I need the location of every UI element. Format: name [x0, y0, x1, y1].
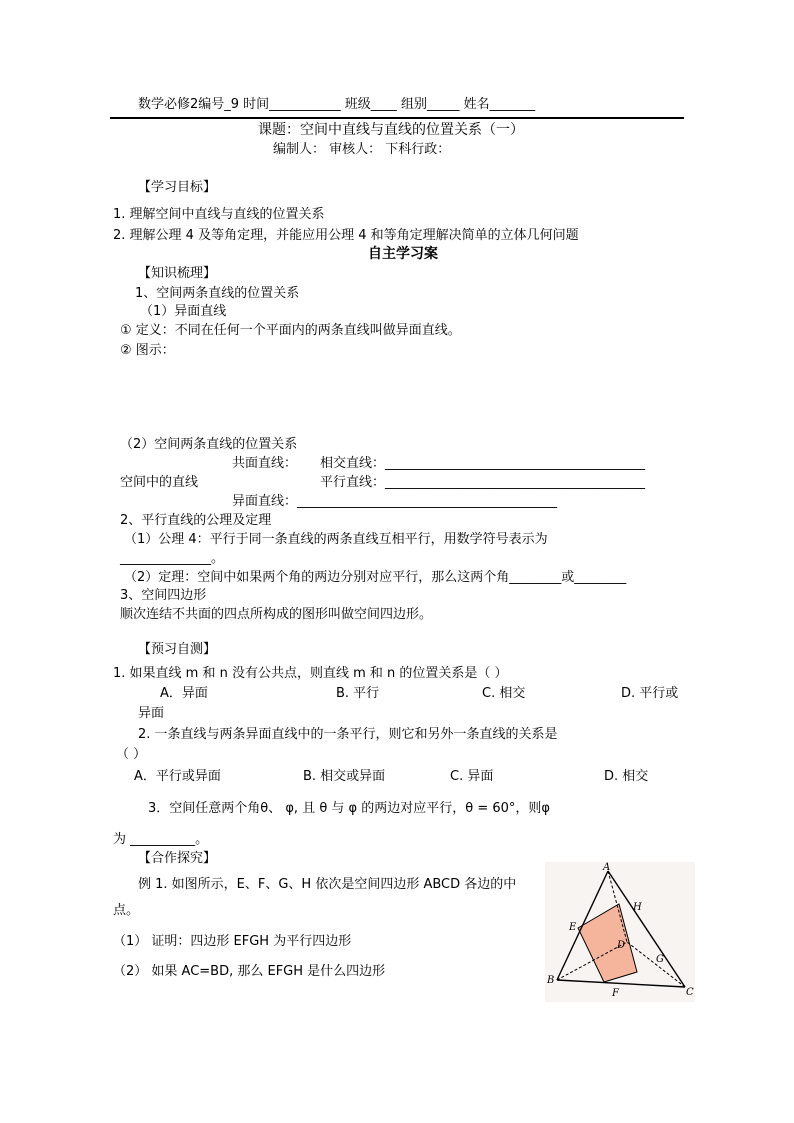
question-1: 1. 如果直线 m 和 n 没有公共点，则直线 m 和 n 的位置关系是（ ）	[113, 666, 508, 681]
header-line: 数学必修2编号_9 时间___________ 班级____ 组别_____ 姓名_______	[138, 97, 536, 112]
section-1-2: （2）空间两条直线的位置关系	[120, 437, 298, 452]
q2-option-c: C. 异面	[450, 769, 494, 784]
axiom-4: （1）公理 4：平行于同一条直线的两条直线互相平行，用数学符号表示为	[124, 532, 548, 547]
parallel-line: 平行直线：________________________________________	[320, 475, 646, 490]
label-g: G	[656, 954, 664, 965]
lesson-title: 课题：空间中直线与直线的位置关系（一）	[258, 122, 524, 138]
section-1: 1、空间两条直线的位置关系	[135, 286, 300, 301]
label-e: E	[569, 922, 577, 933]
example-1-part-1: （1） 证明：四边形 EFGH 为平行四边形	[113, 934, 352, 949]
question-3-end: 为 __________。	[113, 832, 209, 847]
label-h: H	[633, 902, 642, 913]
intersect-line: 相交直线：________________________________________	[320, 456, 646, 471]
spatial-quadrilateral-figure	[545, 862, 695, 1002]
space-lines-label: 空间中的直线	[120, 475, 199, 490]
example-1-cont: 点。	[113, 903, 140, 918]
q2-option-a: A．平行或异面	[134, 769, 221, 784]
example-1: 例 1. 如图所示，E、F、G、H 依次是空间四边形 ABCD 各边的中	[138, 877, 517, 892]
preview-heading: 【预习自测】	[138, 642, 217, 657]
section-3: 3、空间四边形	[120, 588, 207, 603]
equal-angle-theorem: （2）定理：空间中如果两个角的两边分别对应平行，那么这两个角________或________	[124, 570, 627, 585]
label-f: F	[612, 988, 619, 999]
header-rule	[110, 117, 684, 119]
label-a: A	[603, 862, 611, 873]
goal-item-2: 2. 理解公理 4 及等角定理，并能应用公理 4 和等角定理解决简单的立体几何问题	[113, 228, 579, 243]
example-1-part-2: （2） 如果 AC=BD, 那么 EFGH 是什么四边形	[113, 964, 386, 979]
self-study-title: 自主学习案	[368, 246, 438, 262]
label-c: C	[686, 987, 694, 998]
question-2: 2. 一条直线与两条异面直线中的一条平行，则它和另外一条直线的关系是	[138, 727, 558, 742]
coplanar-label: 共面直线：	[232, 456, 298, 471]
quad-definition: 顺次连结不共面的四点所构成的图形叫做空间四边形。	[120, 607, 433, 622]
section-2: 2、平行直线的公理及定理	[120, 513, 272, 528]
section-1-1: （1）异面直线	[140, 304, 227, 319]
q1-option-d-cont: 异面	[138, 706, 165, 721]
question-3: 3．空间任意两个角θ、 φ, 且 θ 与 φ 的两边对应平行，θ = 60°，则φ	[148, 801, 550, 816]
label-d: D	[617, 940, 626, 951]
skew-definition: ① 定义：不同在任何一个平面内的两条直线叫做异面直线。	[120, 323, 461, 338]
knowledge-heading: 【知识梳理】	[138, 266, 217, 281]
label-b: B	[547, 975, 555, 986]
axiom-4-blank: ______________。	[120, 551, 225, 566]
q2-option-b: B. 相交或异面	[303, 769, 386, 784]
figure-label: ② 图示：	[120, 343, 175, 358]
q1-option-d: D. 平行或	[621, 686, 679, 701]
q1-option-c: C. 相交	[482, 686, 526, 701]
q1-option-b: B. 平行	[336, 686, 380, 701]
staff-line: 编制人： 审核人： 下科行政：	[273, 142, 451, 157]
q2-option-d: D. 相交	[604, 769, 649, 784]
goals-heading: 【学习目标】	[138, 180, 217, 195]
q2-paren: （ ）	[116, 747, 147, 762]
skew-line: 异面直线：________________________________________	[232, 494, 558, 509]
q1-option-a: A．异面	[160, 686, 208, 701]
goal-item-1: 1. 理解空间中直线与直线的位置关系	[113, 207, 325, 222]
coop-heading: 【合作探究】	[138, 851, 217, 866]
